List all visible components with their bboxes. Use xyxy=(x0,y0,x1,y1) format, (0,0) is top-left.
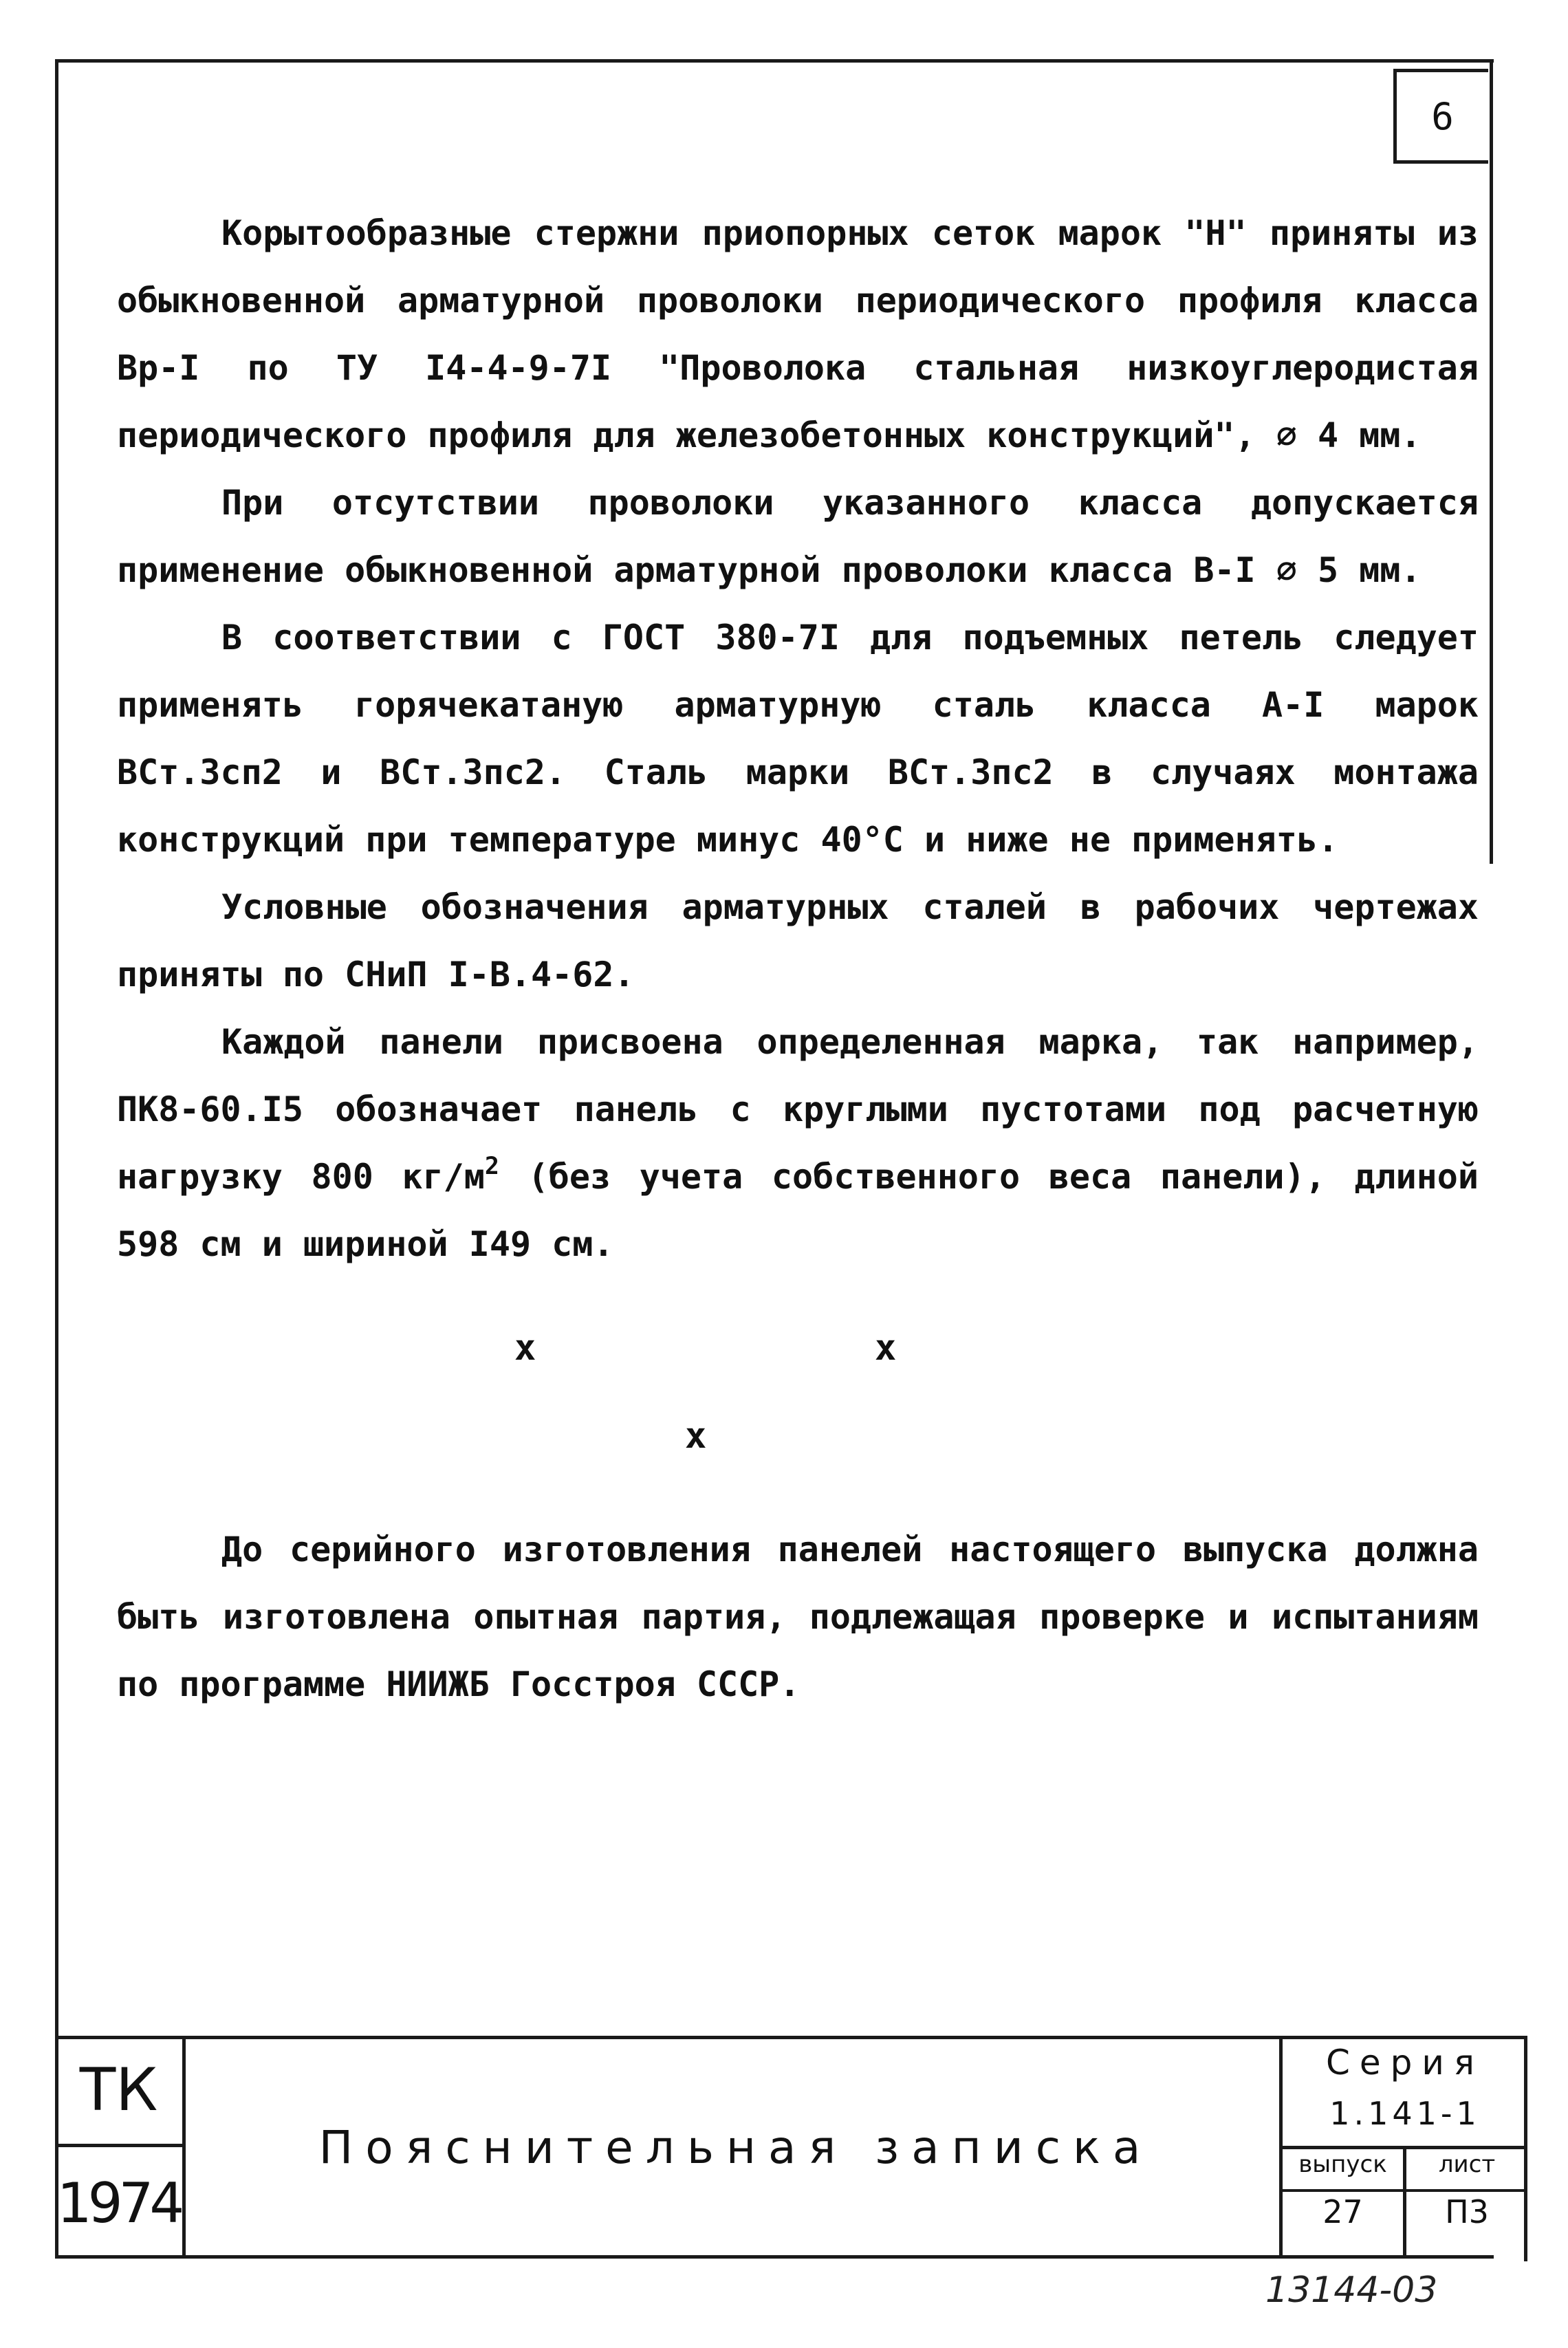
archive-number: 13144-03 xyxy=(1265,2270,1438,2311)
issue-cell xyxy=(1283,2149,1406,2259)
document-body xyxy=(117,199,1479,1278)
sheet-divider xyxy=(1406,2189,1527,2192)
paragraph-lifting-loops: В соответствии с ГОСТ 380-7I для подъемных петель следует применять горячекатаную арматурную сталь класса А-I марок ВСт.3сп2 и ВСт.3пс2. Сталь марки ВСт.3пс2 в случаях монтажа конструкций при температуре минус 40°С и ниже не применять. xyxy=(117,618,1479,860)
paragraph-pilot-batch: До серийного изготовления панелей настоящего выпуска должна быть изготовлена опытная партия, подлежащая проверке и испытаниям по программе НИИЖБ Госстроя СССР. xyxy=(117,1530,1479,1704)
title-block-org xyxy=(55,2036,186,2259)
paragraph-rebar-rods: Корытообразные стержни приопорных сеток марок "Н" приняты из обыкновенной арматурной проволоки периодического профиля класса Вр-I по ТУ I4-4-9-7I "Проволока стальная низкоуглеродистая периодического профиля для железобетонных конструкций", ⌀ 4 мм. xyxy=(117,213,1479,455)
issue-value: 27 xyxy=(1322,2193,1363,2230)
year: 1974 xyxy=(56,2171,181,2235)
page-number: 6 xyxy=(1393,69,1488,164)
paragraph-symbols: Условные обозначения арматурных сталей в рабочих чертежах приняты по СНиП I-В.4-62. xyxy=(117,887,1479,994)
sheet-value: П3 xyxy=(1445,2193,1489,2230)
paragraph-panel-marks xyxy=(117,1008,1479,1278)
issue-label: выпуск xyxy=(1298,2151,1387,2178)
document-title: Пояснительная записка xyxy=(318,2120,1153,2174)
issue-sheet-grid xyxy=(1283,2146,1527,2259)
org-code: ТК xyxy=(55,2036,182,2147)
separator-x-center: x xyxy=(685,1415,707,1457)
frame-right-border xyxy=(1490,59,1493,864)
panel-marks-text: Каждой панели присвоена определенная марка, так например, ПК8-60.I5 обозначает панель с круглыми пустотами под расчетную нагрузку 800 кг/м xyxy=(117,1022,1479,1197)
series-value: 1.141-1 xyxy=(1329,2095,1481,2132)
separator-x-left: x xyxy=(514,1327,536,1369)
superscript-2: 2 xyxy=(484,1153,499,1180)
sheet-cell xyxy=(1406,2149,1527,2259)
panel-marks-text-end: (без учета собственного веса панели), длиной 598 см и шириной I49 см. xyxy=(117,1157,1479,1264)
document-body-final xyxy=(117,1516,1479,1718)
series-label: Серия xyxy=(1326,2043,1484,2083)
sheet-label: лист xyxy=(1438,2151,1496,2178)
separator-x-right: x xyxy=(875,1327,897,1369)
title-block-series xyxy=(1279,2036,1527,2259)
paragraph-alt-wire: При отсутствии проволоки указанного класса допускается применение обыкновенной арматурной проволоки класса В-I ⌀ 5 мм. xyxy=(117,483,1479,590)
issue-divider xyxy=(1283,2189,1403,2192)
